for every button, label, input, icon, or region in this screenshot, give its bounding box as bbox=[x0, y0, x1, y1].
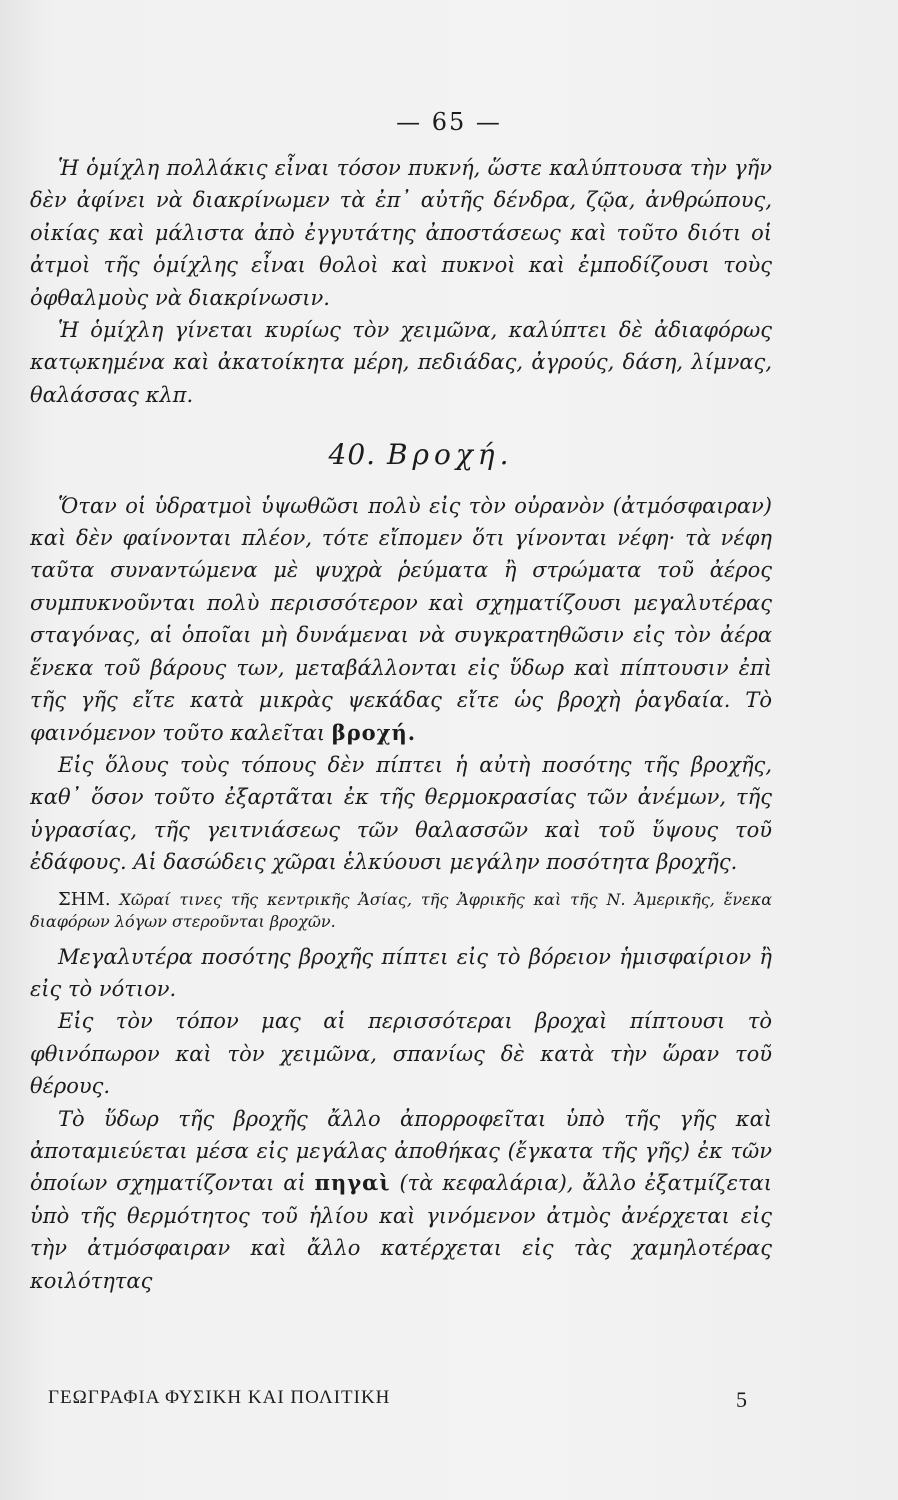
paragraph-local-rain: Εἰς τὸν τόπον μας αἱ περισσότεραι βροχαὶ πίπτουσι τὸ φθινόπωρον καὶ τὸν χειμῶνα, σπανίως δὲ κατὰ τὴν ὥραν τοῦ θέρους. bbox=[30, 1009, 772, 1099]
footnote-label: ΣΗΜ. bbox=[58, 888, 111, 910]
footer-sheet-number: 5 bbox=[736, 1387, 748, 1412]
section-title: Βροχή. bbox=[386, 438, 514, 472]
page-footer bbox=[48, 1387, 748, 1412]
page-body bbox=[30, 152, 772, 1297]
paragraph-rain-formation bbox=[30, 490, 772, 749]
page-number-header: — 65 — bbox=[396, 108, 502, 136]
paragraph-rain-amount: Εἰς ὅλους τοὺς τόπους δὲν πίπτει ἡ αὐτὴ ποσότης τῆς βροχῆς, καθ᾿ ὅσον τοῦτο ἐξαρτᾶται ἐκ τῆς θερμοκρασίας τῶν ἀνέμων, τῆς ὑγρασίας, τῆς γειτνιάσεως τῶν θαλασσῶν καὶ τοῦ ὕψους τοῦ ἐδάφους. Αἱ δασώδεις χῶραι ἑλκύουσι μεγάλην ποσότητα βροχῆς. bbox=[30, 752, 772, 875]
paragraph-rain-text: Ὅταν οἱ ὑδρατμοὶ ὑψωθῶσι πολὺ εἰς τὸν οὐρανὸν (ἀτμόσφαιραν) καὶ δὲν φαίνονται πλέον, τότε εἴπομεν ὅτι γίνονται νέφη· τὰ νέφη ταῦτα συναντώμενα μὲ ψυχρὰ ῥεύματα ἢ στρώματα τοῦ ἀέρος συμπυκνοῦνται πολὺ περισσότερον καὶ σχηματίζουσι μεγαλυτέρας σταγόνας, αἱ ὁποῖαι μὴ δυνάμεναι νὰ συγκρατηθῶσιν εἰς τὸν ἀέρα ἕνεκα τοῦ βάρους των, μεταβάλλονται εἰς ὕδωρ καὶ πίπτουσιν ἐπὶ τῆς γῆς εἴτε κατὰ μικρὰς ψεκάδας εἴτε ὡς βροχὴ ῥαγδαία. Τὸ φαινόμενον τοῦτο καλεῖται bbox=[30, 493, 772, 745]
bold-term-rain: βροχή. bbox=[331, 719, 417, 745]
footer-signature: ΓΕΩΓΡΑΦΙΑ ΦΥΣΙΚΗ ΚΑΙ ΠΟΛΙΤΙΚΗ bbox=[48, 1387, 391, 1408]
paragraph-rain-water bbox=[30, 1103, 772, 1297]
footnote bbox=[30, 889, 772, 933]
paragraph-fog-season: Ἡ ὁμίχλη γίνεται κυρίως τὸν χειμῶνα, καλύπτει δὲ ἀδιαφόρως κατῳκημένα καὶ ἀκατοίκητα μέρη, πεδιάδας, ἀγρούς, δάση, λίμνας, θαλάσσας κλπ. bbox=[30, 318, 772, 407]
section-number: 40. bbox=[328, 438, 377, 472]
paragraph-hemisphere: Μεγαλυτέρα ποσότης βροχῆς πίπτει εἰς τὸ βόρειον ἡμισφαίριον ἢ εἰς τὸ νότιον. bbox=[30, 944, 772, 1001]
footnote-text: Χῶραί τινες τῆς κεντρικῆς Ἀσίας, τῆς Ἀφρικῆς καὶ τῆς Ν. Ἀμερικῆς, ἕνεκα διαφόρων λόγων στεροῦνται βροχῶν. bbox=[30, 889, 772, 931]
paragraph-water-after: (τὰ κεφαλάρια), ἄλλο ἐξατμίζεται ὑπὸ τῆς θερμότητος τοῦ ἡλίου καὶ γινόμενον ἀτμὸς ἀνέρχεται εἰς τὴν ἀτμόσφαιραν καὶ ἄλλο κατέρχεται εἰς τὰς χαμηλοτέρας κοιλότητας bbox=[30, 1171, 772, 1293]
paragraph-water-before: Τὸ ὕδωρ τῆς βροχῆς ἄλλο ἀπορροφεῖται ὑπὸ τῆς γῆς καὶ ἀποταμιεύεται μέσα εἰς μεγάλας ἀποθήκας (ἔγκατα τῆς γῆς) ἐκ τῶν ὁποίων σχηματίζονται αἱ bbox=[30, 1106, 772, 1196]
section-heading bbox=[70, 439, 772, 471]
paragraph-fog-density: Ἡ ὁμίχλη πολλάκις εἶναι τόσον πυκνή, ὥστε καλύπτουσα τὴν γῆν δὲν ἀφίνει νὰ διακρίνωμεν τὰ ἐπ᾿ αὐτῆς δένδρα, ζῷα, ἀνθρώπους, οἰκίας καὶ μάλιστα ἀπὸ ἐγγυτάτης ἀποστάσεως καὶ τοῦτο διότι οἱ ἀτμοὶ τῆς ὁμίχλης εἶναι θολοὶ καὶ πυκνοὶ καὶ ἐμποδίζουσι τοὺς ὀφθαλμοὺς νὰ διακρίνωσιν. bbox=[30, 156, 772, 310]
bold-term-springs: πηγαὶ bbox=[314, 1170, 391, 1196]
